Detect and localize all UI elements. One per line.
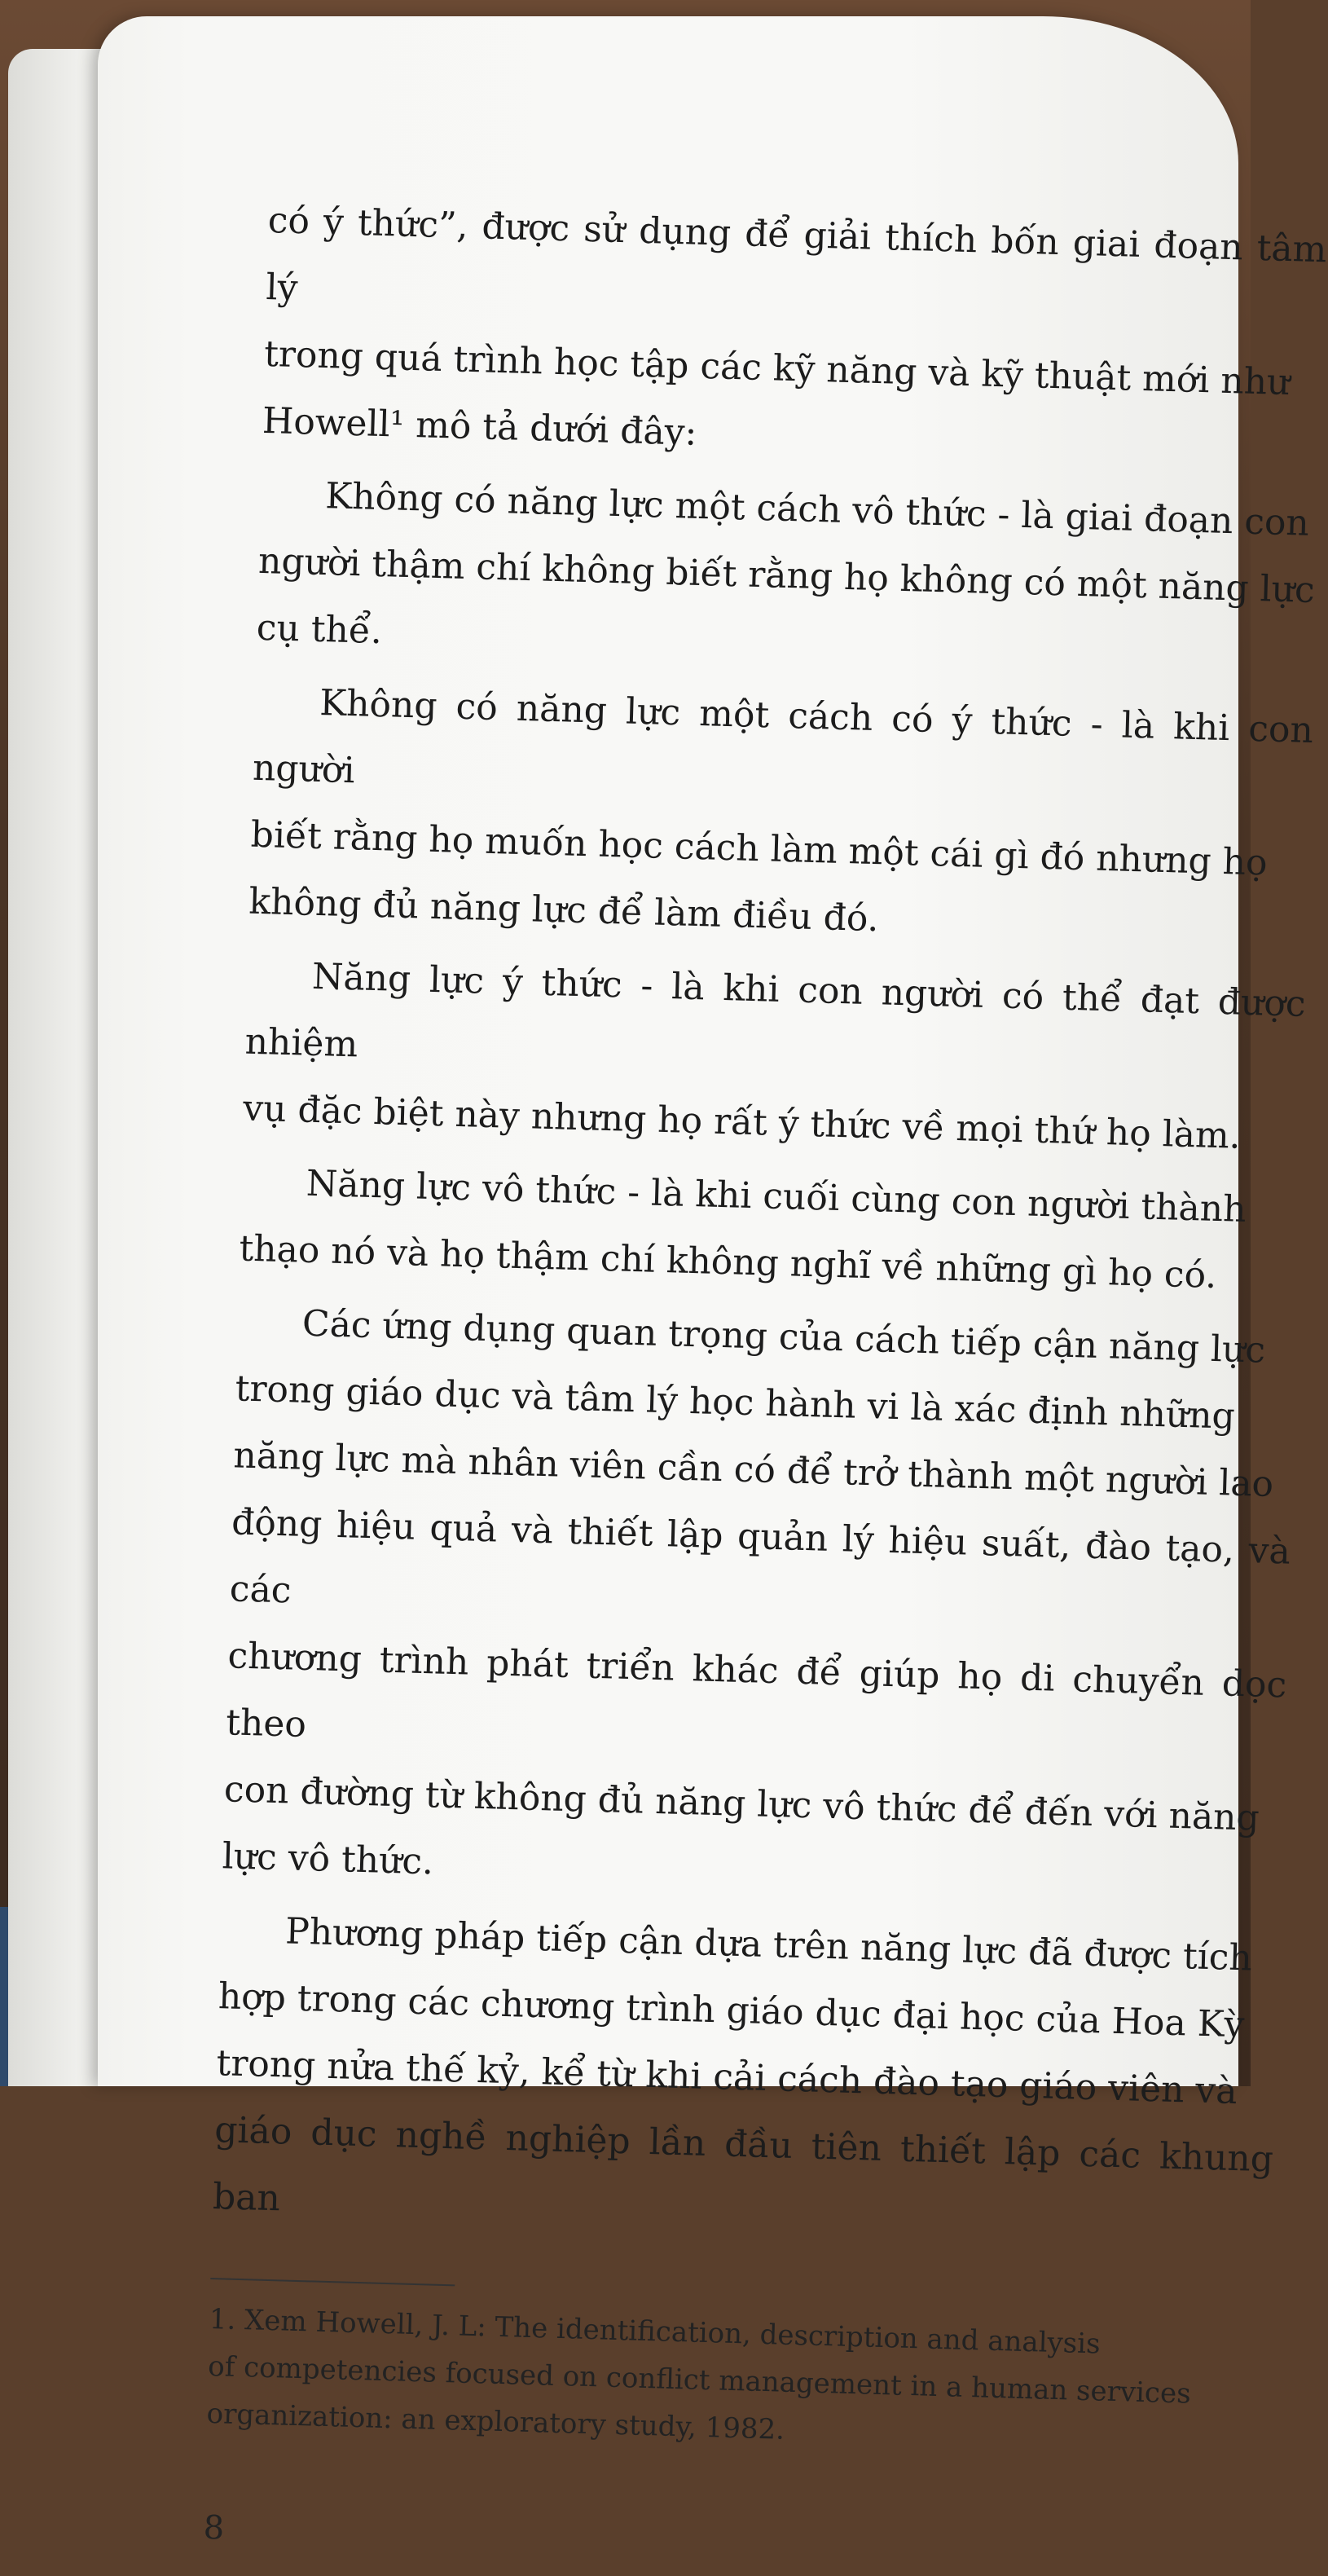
paragraph-7: Phương pháp tiếp cận dựa trên năng lực đã được tích hợp trong các chương trình giáo dục đại học của Hoa Kỳ trong nửa thế kỷ, kể từ khi cải cách đào tạo giáo viên và giáo dục nghề nghiệp lần đầu tiên thiết lập các khung ban <box>212 1910 1274 2220</box>
paragraph-4: Năng lực ý thức - là khi con người có thể đạt được nhiệm vụ đặc biệt này nhưng họ rất ý thức về mọi thứ họ làm. <box>242 955 1307 1157</box>
paragraph-5: Năng lực vô thức - là khi cuối cùng con người thành thạo nó và họ thậm chí không nghĩ về những gì họ có. <box>238 1162 1247 1297</box>
paragraph-1: có ý thức”, được sử dụng để giải thích bốn giai đoạn tâm lý trong quá trình học tập các kỹ năng và kỹ thuật mới như Howell¹ mô tả dưới đây: <box>262 199 1328 454</box>
book-page <box>98 16 1328 2547</box>
paragraph-6: Các ứng dụng quan trọng của cách tiếp cận năng lực trong giáo dục và tâm lý học hành vi là xác định những năng lực mà nhân viên cần có để trở thành một người lao động hiệu quả và thiết lập quản lý hiệu suất, đào tạo, và các chương trình phát triển khác để giúp họ di chuyển dọc theo con đường từ không đủ năng lực vô thức để đến với năng lực vô thức. <box>222 1302 1291 1883</box>
footnote: 1. Xem Howell, J. L: The identification, description and analysis of competencies focused on conflict management in a human services organization: an exploratory study, 1982. <box>206 2302 1192 2446</box>
paragraph-2: Không có năng lực một cách vô thức - là giai đoạn con người thậm chí không biết rằng họ không có một năng lực cụ thể. <box>256 475 1316 653</box>
page-number: 8 <box>203 2508 225 2547</box>
footnote-divider <box>210 2278 455 2286</box>
paragraph-3: Không có năng lực một cách có ý thức - là khi con người biết rằng họ muốn học cách làm một cái gì đó nhưng họ không đủ năng lực để làm điều đó. <box>248 681 1314 940</box>
page-content <box>203 187 1327 2576</box>
